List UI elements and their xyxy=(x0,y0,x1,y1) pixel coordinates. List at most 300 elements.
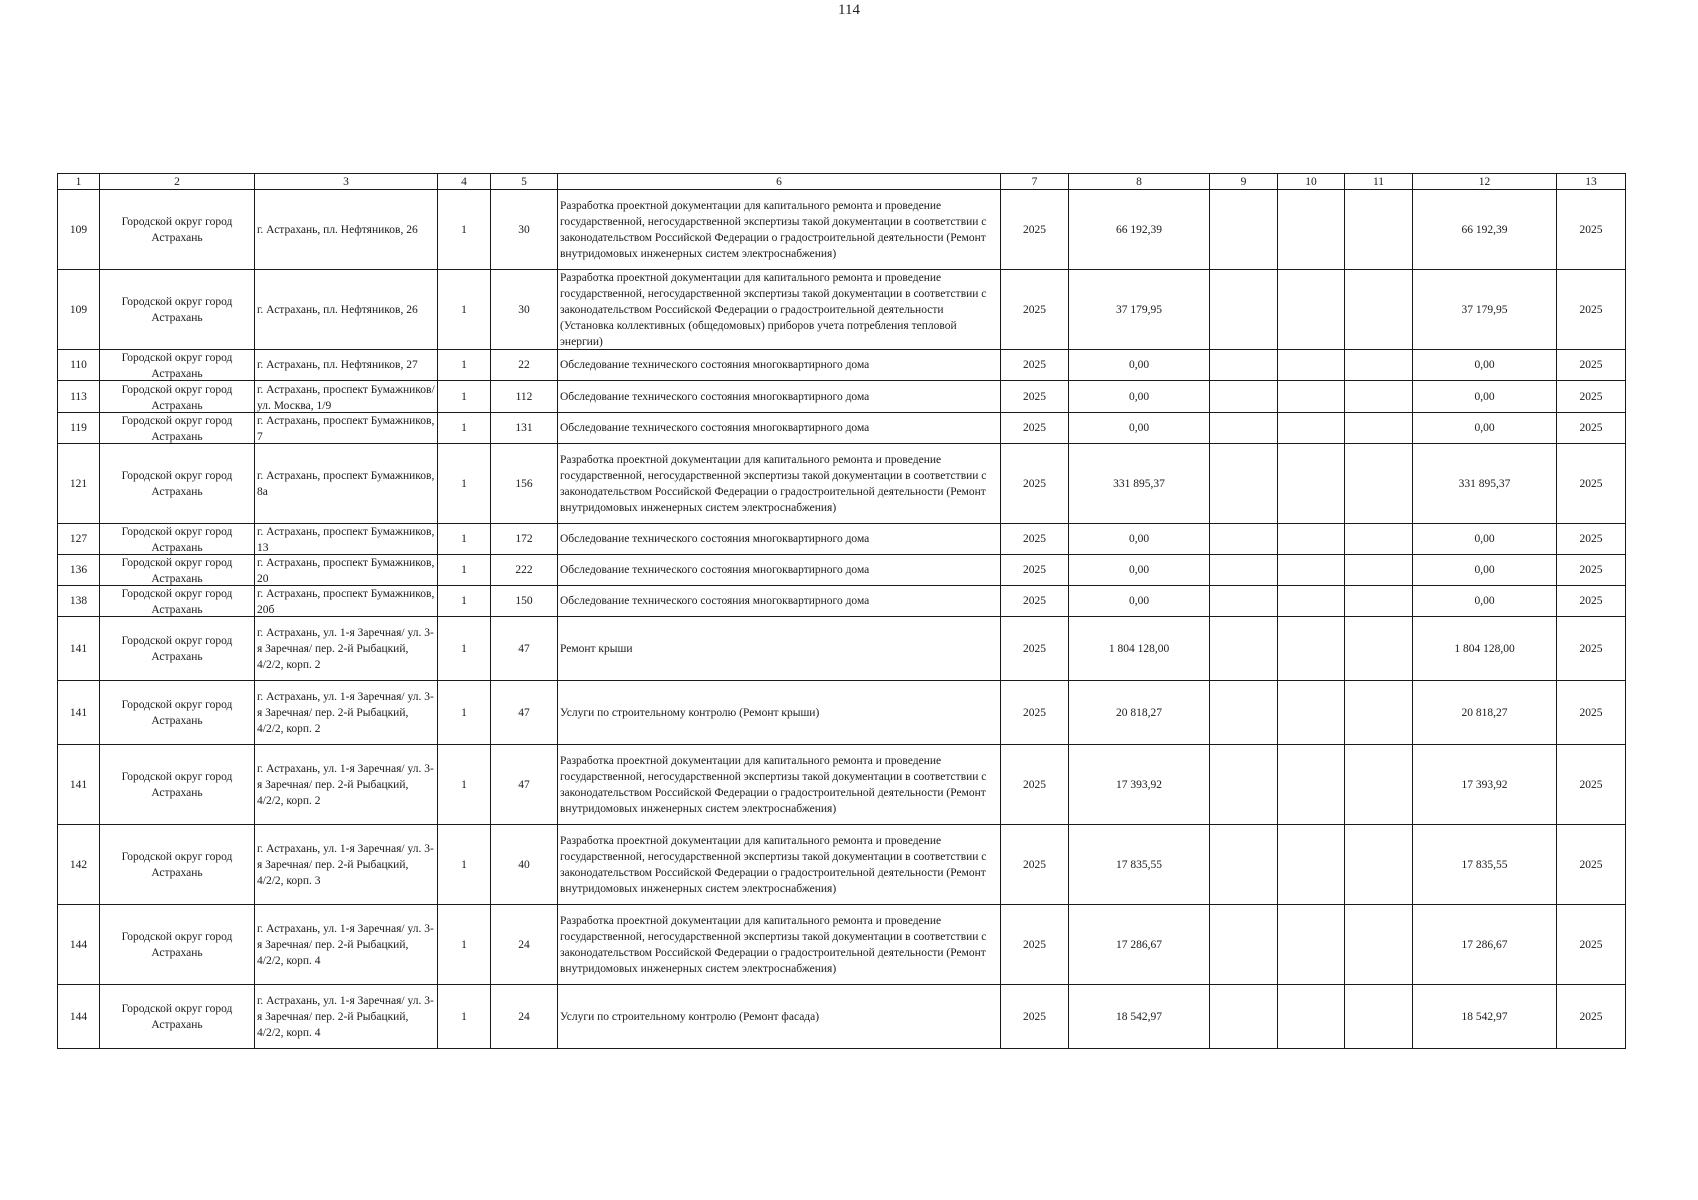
table-row xyxy=(58,617,1626,681)
table-row xyxy=(58,555,1626,586)
column-number-header: 2 xyxy=(100,174,255,190)
cell-work-type xyxy=(558,413,1001,444)
cell-col-4-text: 1 xyxy=(461,533,467,545)
cell-col-5 xyxy=(491,350,558,381)
cell-cost-total-text: 37 179,95 xyxy=(1461,303,1508,316)
cell-col-5-text: 24 xyxy=(518,938,530,951)
cell-address-text: г. Астрахань, ул. 1-я Заречная/ ул. 3-я Заречная/ пер. 2-й Рыбацкий, 4/2/2, корп. 2 xyxy=(257,690,434,735)
table-row xyxy=(58,745,1626,825)
cell-municipality-text: Городской округ город Астрахань xyxy=(121,383,233,412)
cell-cost-total-text: 0,00 xyxy=(1474,595,1495,607)
cell-col-10 xyxy=(1278,586,1345,617)
cell-row-number xyxy=(58,825,100,905)
cell-work-type-text: Обследование технического состояния многоквартирного дома xyxy=(560,359,870,371)
cell-row-number-text: 142 xyxy=(69,858,88,871)
cell-col-5-text: 156 xyxy=(515,477,533,490)
cell-year-end xyxy=(1557,681,1626,745)
cell-address-text: г. Астрахань, проспект Бумажников, 20 xyxy=(257,557,435,585)
cell-municipality xyxy=(100,825,255,905)
cell-col-9 xyxy=(1210,745,1278,825)
cell-cost-total xyxy=(1413,524,1557,555)
cell-address xyxy=(255,444,438,524)
cell-municipality-text: Городской округ город Астрахань xyxy=(121,215,233,244)
cell-year xyxy=(1001,985,1069,1049)
cell-work-type-text: Ремонт крыши xyxy=(560,642,633,655)
cell-cost-text: 66 192,39 xyxy=(1116,223,1162,236)
cell-year-end xyxy=(1557,905,1626,985)
cell-col-5-text: 30 xyxy=(518,303,530,316)
cell-year-text: 2025 xyxy=(1023,642,1046,655)
cell-address xyxy=(255,985,438,1049)
cell-col-4 xyxy=(438,413,491,444)
repair-register-table xyxy=(57,173,1626,1049)
cell-col-10 xyxy=(1278,617,1345,681)
cell-col-9 xyxy=(1210,350,1278,381)
cell-col-5-text: 112 xyxy=(515,390,533,403)
cell-year-end xyxy=(1557,413,1626,444)
cell-col-4 xyxy=(438,617,491,681)
table-row xyxy=(58,270,1626,350)
cell-work-type-text: Разработка проектной документации для капитального ремонта и проведение государственной, негосударственной экспертизы такой документации в соответствии с законодательством Российской Федерации о градостроительной деятельности (Ремонт внутридомовых инженерных систем электроснабжения) xyxy=(560,453,987,514)
cell-year-text: 2025 xyxy=(1023,533,1046,545)
cell-col-5 xyxy=(491,905,558,985)
cell-col-4-text: 1 xyxy=(461,303,467,316)
cell-year-text: 2025 xyxy=(1023,564,1046,576)
cell-year-end-text: 2025 xyxy=(1579,778,1603,791)
cell-col-5 xyxy=(491,270,558,350)
cell-address xyxy=(255,905,438,985)
cell-year xyxy=(1001,413,1069,444)
cell-municipality xyxy=(100,586,255,617)
cell-year-end xyxy=(1557,524,1626,555)
table-row xyxy=(58,413,1626,444)
cell-row-number xyxy=(58,555,100,586)
cell-year xyxy=(1001,681,1069,745)
cell-col-10 xyxy=(1278,413,1345,444)
cell-row-number xyxy=(58,681,100,745)
cell-year-end-text: 2025 xyxy=(1579,938,1603,951)
cell-address xyxy=(255,413,438,444)
cell-address-text: г. Астрахань, ул. 1-я Заречная/ ул. 3-я Заречная/ пер. 2-й Рыбацкий, 4/2/2, корп. 4 xyxy=(257,994,434,1039)
cell-col-9 xyxy=(1210,270,1278,350)
cell-col-10 xyxy=(1278,524,1345,555)
cell-municipality xyxy=(100,381,255,413)
cell-cost xyxy=(1069,555,1210,586)
cell-cost-text: 20 818,27 xyxy=(1116,706,1162,719)
cell-cost-total-text: 17 286,67 xyxy=(1461,938,1508,951)
cell-col-5-text: 47 xyxy=(518,642,530,655)
cell-col-4-text: 1 xyxy=(461,390,467,403)
cell-address xyxy=(255,350,438,381)
cell-year-end-text: 2025 xyxy=(1579,223,1603,236)
cell-year-end-text: 2025 xyxy=(1579,533,1603,545)
cell-municipality xyxy=(100,444,255,524)
cell-cost-text: 0,00 xyxy=(1128,595,1150,607)
cell-year-end xyxy=(1557,617,1626,681)
cell-municipality xyxy=(100,985,255,1049)
cell-address-text: г. Астрахань, ул. 1-я Заречная/ ул. 3-я Заречная/ пер. 2-й Рыбацкий, 4/2/2, корп. 3 xyxy=(257,842,434,887)
cell-col-11 xyxy=(1345,413,1413,444)
cell-year-text: 2025 xyxy=(1023,422,1046,434)
cell-col-5-text: 131 xyxy=(515,422,533,434)
cell-col-4 xyxy=(438,745,491,825)
cell-cost xyxy=(1069,413,1210,444)
cell-cost-total-text: 17 835,55 xyxy=(1461,858,1508,871)
table-row xyxy=(58,381,1626,413)
cell-cost-total-text: 0,00 xyxy=(1474,390,1495,403)
cell-col-11 xyxy=(1345,444,1413,524)
cell-col-11 xyxy=(1345,745,1413,825)
cell-municipality xyxy=(100,617,255,681)
cell-row-number-text: 141 xyxy=(69,706,88,719)
cell-cost-total xyxy=(1413,350,1557,381)
cell-year-end xyxy=(1557,444,1626,524)
cell-row-number xyxy=(58,905,100,985)
column-number-header: 6 xyxy=(558,174,1001,190)
cell-col-11 xyxy=(1345,524,1413,555)
cell-work-type xyxy=(558,985,1001,1049)
cell-year-end-text: 2025 xyxy=(1579,422,1603,434)
column-number-header: 8 xyxy=(1069,174,1210,190)
cell-work-type xyxy=(558,555,1001,586)
cell-col-5 xyxy=(491,381,558,413)
cell-year-end-text: 2025 xyxy=(1579,595,1603,607)
cell-cost-total-text: 0,00 xyxy=(1474,533,1495,545)
cell-municipality xyxy=(100,681,255,745)
cell-cost-text: 331 895,37 xyxy=(1113,477,1165,490)
cell-col-4-text: 1 xyxy=(461,564,467,576)
cell-col-4 xyxy=(438,270,491,350)
cell-year-end-text: 2025 xyxy=(1579,642,1603,655)
cell-col-5-text: 40 xyxy=(518,858,530,871)
cell-col-9 xyxy=(1210,555,1278,586)
cell-cost-text: 37 179,95 xyxy=(1116,303,1162,316)
cell-year-text: 2025 xyxy=(1023,858,1046,871)
cell-municipality xyxy=(100,350,255,381)
cell-cost-total-text: 0,00 xyxy=(1474,359,1495,371)
cell-year xyxy=(1001,190,1069,270)
cell-year-end-text: 2025 xyxy=(1579,359,1603,371)
cell-row-number-text: 109 xyxy=(69,223,88,236)
cell-municipality-text: Городской округ город Астрахань xyxy=(121,930,233,959)
cell-year xyxy=(1001,745,1069,825)
cell-address-text: г. Астрахань, пл. Нефтяников, 26 xyxy=(257,223,418,236)
cell-row-number xyxy=(58,745,100,825)
cell-col-11 xyxy=(1345,350,1413,381)
cell-municipality-text: Городской округ город Астрахань xyxy=(121,557,233,585)
cell-year-text: 2025 xyxy=(1023,706,1046,719)
cell-col-10 xyxy=(1278,681,1345,745)
cell-cost-text: 18 542,97 xyxy=(1116,1010,1162,1023)
cell-year-end xyxy=(1557,555,1626,586)
cell-municipality-text: Городской округ город Астрахань xyxy=(121,415,233,443)
cell-row-number-text: 144 xyxy=(69,1010,88,1023)
cell-year xyxy=(1001,444,1069,524)
cell-cost-total-text: 18 542,97 xyxy=(1461,1010,1508,1023)
cell-year xyxy=(1001,555,1069,586)
cell-year-text: 2025 xyxy=(1023,390,1046,403)
cell-year xyxy=(1001,825,1069,905)
cell-col-9 xyxy=(1210,905,1278,985)
cell-col-4 xyxy=(438,444,491,524)
cell-col-5-text: 47 xyxy=(518,778,530,791)
cell-cost-total xyxy=(1413,825,1557,905)
cell-cost-total xyxy=(1413,681,1557,745)
cell-row-number xyxy=(58,413,100,444)
column-number-header-row xyxy=(58,174,1626,190)
cell-row-number xyxy=(58,381,100,413)
cell-col-4 xyxy=(438,586,491,617)
cell-municipality xyxy=(100,190,255,270)
cell-address-text: г. Астрахань, пл. Нефтяников, 27 xyxy=(257,359,418,371)
cell-address-text: г. Астрахань, ул. 1-я Заречная/ ул. 3-я Заречная/ пер. 2-й Рыбацкий, 4/2/2, корп. 2 xyxy=(257,762,434,807)
cell-work-type xyxy=(558,681,1001,745)
cell-cost-text: 0,00 xyxy=(1128,533,1150,545)
cell-row-number xyxy=(58,270,100,350)
cell-work-type xyxy=(558,586,1001,617)
cell-cost-total-text: 17 393,92 xyxy=(1461,778,1508,791)
cell-col-4 xyxy=(438,985,491,1049)
cell-address-text: г. Астрахань, проспект Бумажников, 20б xyxy=(257,588,435,616)
cell-work-type xyxy=(558,444,1001,524)
table-row xyxy=(58,681,1626,745)
cell-col-11 xyxy=(1345,270,1413,350)
cell-municipality-text: Городской округ город Астрахань xyxy=(121,469,233,498)
cell-address xyxy=(255,555,438,586)
cell-work-type xyxy=(558,617,1001,681)
cell-address-text: г. Астрахань, проспект Бумажников, 13 xyxy=(257,526,435,554)
cell-year-end xyxy=(1557,586,1626,617)
cell-address xyxy=(255,825,438,905)
cell-work-type-text: Разработка проектной документации для капитального ремонта и проведение государственной, негосударственной экспертизы такой документации в соответствии с законодательством Российской Федерации о градостроительной деятельности (Ремонт внутридомовых инженерных систем электроснабжения) xyxy=(560,834,987,895)
table-row xyxy=(58,905,1626,985)
cell-work-type xyxy=(558,905,1001,985)
cell-row-number xyxy=(58,617,100,681)
cell-work-type-text: Разработка проектной документации для капитального ремонта и проведение государственной, негосударственной экспертизы такой документации в соответствии с законодательством Российской Федерации о градостроительной деятельности (Ремонт внутридомовых инженерных систем электроснабжения) xyxy=(560,914,987,975)
cell-municipality xyxy=(100,905,255,985)
cell-municipality-text: Городской округ город Астрахань xyxy=(121,588,233,616)
cell-cost xyxy=(1069,524,1210,555)
cell-row-number xyxy=(58,190,100,270)
cell-address-text: г. Астрахань, ул. 1-я Заречная/ ул. 3-я Заречная/ пер. 2-й Рыбацкий, 4/2/2, корп. 2 xyxy=(257,626,434,671)
cell-cost-text: 1 804 128,00 xyxy=(1108,642,1170,655)
cell-address xyxy=(255,745,438,825)
cell-col-4 xyxy=(438,681,491,745)
cell-work-type-text: Обследование технического состояния многоквартирного дома xyxy=(560,533,870,545)
cell-col-5-text: 172 xyxy=(515,533,533,545)
cell-col-4 xyxy=(438,524,491,555)
page-number: 114 xyxy=(838,2,860,18)
cell-col-10 xyxy=(1278,745,1345,825)
cell-cost-text: 0,00 xyxy=(1128,422,1150,434)
cell-col-4-text: 1 xyxy=(461,223,467,236)
cell-row-number-text: 144 xyxy=(69,938,88,951)
cell-col-4 xyxy=(438,905,491,985)
cell-col-9 xyxy=(1210,617,1278,681)
cell-address-text: г. Астрахань, проспект Бумажников, 8а xyxy=(257,469,435,498)
cell-row-number-text: 141 xyxy=(69,642,88,655)
cell-cost-total xyxy=(1413,381,1557,413)
cell-col-5 xyxy=(491,745,558,825)
cell-work-type-text: Обследование технического состояния многоквартирного дома xyxy=(560,390,870,403)
table-row xyxy=(58,524,1626,555)
cell-col-5 xyxy=(491,681,558,745)
cell-col-4-text: 1 xyxy=(461,938,467,951)
cell-col-4-text: 1 xyxy=(461,706,467,719)
cell-col-9 xyxy=(1210,985,1278,1049)
cell-cost-total xyxy=(1413,617,1557,681)
cell-col-5 xyxy=(491,617,558,681)
column-number-header: 4 xyxy=(438,174,491,190)
cell-cost-total xyxy=(1413,985,1557,1049)
cell-col-4-text: 1 xyxy=(461,642,467,655)
cell-col-4 xyxy=(438,350,491,381)
cell-col-4-text: 1 xyxy=(461,359,467,371)
cell-col-11 xyxy=(1345,681,1413,745)
cell-col-4 xyxy=(438,190,491,270)
cell-cost-text: 0,00 xyxy=(1128,359,1150,371)
cell-work-type-text: Разработка проектной документации для капитального ремонта и проведение государственной, негосударственной экспертизы такой документации в соответствии с законодательством Российской Федерации о градостроительной деятельности (Установка коллективных (общедомовых) приборов учета потребления тепловой энергии) xyxy=(560,272,987,348)
cell-row-number-text: 119 xyxy=(70,422,87,434)
cell-col-10 xyxy=(1278,825,1345,905)
cell-col-11 xyxy=(1345,825,1413,905)
cell-row-number-text: 121 xyxy=(69,477,88,490)
cell-col-10 xyxy=(1278,270,1345,350)
cell-address-text: г. Астрахань, пл. Нефтяников, 26 xyxy=(257,303,418,316)
cell-col-10 xyxy=(1278,444,1345,524)
cell-cost xyxy=(1069,444,1210,524)
cell-year-text: 2025 xyxy=(1023,778,1046,791)
cell-year-text: 2025 xyxy=(1023,938,1046,951)
cell-municipality-text: Городской округ город Астрахань xyxy=(121,770,233,799)
cell-year-end xyxy=(1557,350,1626,381)
cell-year-end-text: 2025 xyxy=(1579,390,1603,403)
cell-municipality-text: Городской округ город Астрахань xyxy=(121,1002,233,1031)
cell-address xyxy=(255,524,438,555)
cell-col-11 xyxy=(1345,190,1413,270)
cell-cost xyxy=(1069,745,1210,825)
cell-cost-total-text: 66 192,39 xyxy=(1461,223,1508,236)
cell-work-type xyxy=(558,524,1001,555)
cell-col-5 xyxy=(491,586,558,617)
cell-year xyxy=(1001,586,1069,617)
cell-col-10 xyxy=(1278,381,1345,413)
cell-work-type-text: Обследование технического состояния многоквартирного дома xyxy=(560,595,870,607)
cell-year xyxy=(1001,905,1069,985)
cell-row-number xyxy=(58,350,100,381)
cell-cost-total xyxy=(1413,270,1557,350)
cell-municipality-text: Городской округ город Астрахань xyxy=(121,526,233,554)
column-number-header: 12 xyxy=(1413,174,1557,190)
cell-col-5 xyxy=(491,555,558,586)
cell-address xyxy=(255,681,438,745)
cell-cost-total-text: 20 818,27 xyxy=(1461,706,1508,719)
cell-row-number-text: 138 xyxy=(69,595,88,607)
cell-col-5 xyxy=(491,524,558,555)
cell-row-number-text: 127 xyxy=(69,533,88,545)
cell-year-end xyxy=(1557,190,1626,270)
cell-col-4-text: 1 xyxy=(461,422,467,434)
cell-cost xyxy=(1069,270,1210,350)
column-number-header: 13 xyxy=(1557,174,1626,190)
cell-year xyxy=(1001,617,1069,681)
cell-year-end xyxy=(1557,270,1626,350)
cell-year xyxy=(1001,270,1069,350)
cell-col-5-text: 22 xyxy=(518,359,530,371)
cell-cost xyxy=(1069,825,1210,905)
cell-municipality-text: Городской округ город Астрахань xyxy=(121,295,233,324)
cell-col-9 xyxy=(1210,381,1278,413)
cell-address-text: г. Астрахань, проспект Бумажников/ ул. Москва, 1/9 xyxy=(257,383,435,412)
cell-municipality xyxy=(100,555,255,586)
cell-year-end xyxy=(1557,381,1626,413)
cell-col-9 xyxy=(1210,825,1278,905)
cell-municipality-text: Городской округ город Астрахань xyxy=(121,698,233,727)
cell-cost xyxy=(1069,985,1210,1049)
cell-row-number xyxy=(58,985,100,1049)
cell-col-4 xyxy=(438,825,491,905)
cell-col-5-text: 24 xyxy=(518,1010,530,1023)
cell-cost-total xyxy=(1413,190,1557,270)
cell-municipality xyxy=(100,524,255,555)
cell-col-9 xyxy=(1210,190,1278,270)
cell-year-text: 2025 xyxy=(1023,223,1046,236)
table-row xyxy=(58,825,1626,905)
column-number-header: 3 xyxy=(255,174,438,190)
cell-municipality xyxy=(100,745,255,825)
cell-year-end xyxy=(1557,825,1626,905)
cell-cost xyxy=(1069,617,1210,681)
cell-year-text: 2025 xyxy=(1023,1010,1046,1023)
table-row xyxy=(58,985,1626,1049)
cell-col-4-text: 1 xyxy=(461,858,467,871)
cell-col-9 xyxy=(1210,413,1278,444)
cell-col-4 xyxy=(438,381,491,413)
cell-municipality-text: Городской округ город Астрахань xyxy=(121,352,233,380)
cell-col-11 xyxy=(1345,905,1413,985)
cell-col-10 xyxy=(1278,905,1345,985)
cell-col-5-text: 30 xyxy=(518,223,530,236)
cell-year-end xyxy=(1557,985,1626,1049)
cell-col-4-text: 1 xyxy=(461,595,467,607)
cell-cost-total xyxy=(1413,905,1557,985)
cell-cost xyxy=(1069,190,1210,270)
cell-row-number xyxy=(58,586,100,617)
cell-work-type-text: Услуги по строительному контролю (Ремонт фасада) xyxy=(560,1010,820,1023)
cell-col-5 xyxy=(491,444,558,524)
cell-col-5 xyxy=(491,825,558,905)
cell-col-4-text: 1 xyxy=(461,1010,467,1023)
cell-row-number-text: 109 xyxy=(69,303,88,316)
cell-work-type-text: Обследование технического состояния многоквартирного дома xyxy=(560,564,870,576)
cell-col-5 xyxy=(491,985,558,1049)
cell-work-type xyxy=(558,190,1001,270)
cell-cost-total-text: 0,00 xyxy=(1474,422,1495,434)
cell-cost-text: 17 835,55 xyxy=(1116,858,1162,871)
cell-address xyxy=(255,617,438,681)
cell-year-end-text: 2025 xyxy=(1579,706,1603,719)
cell-work-type xyxy=(558,825,1001,905)
table-row xyxy=(58,444,1626,524)
cell-row-number xyxy=(58,444,100,524)
cell-col-5-text: 222 xyxy=(515,564,533,576)
cell-cost-total xyxy=(1413,444,1557,524)
cell-cost-total xyxy=(1413,586,1557,617)
column-number-header: 9 xyxy=(1210,174,1278,190)
cell-address xyxy=(255,190,438,270)
cell-year-text: 2025 xyxy=(1023,359,1046,371)
cell-work-type xyxy=(558,270,1001,350)
